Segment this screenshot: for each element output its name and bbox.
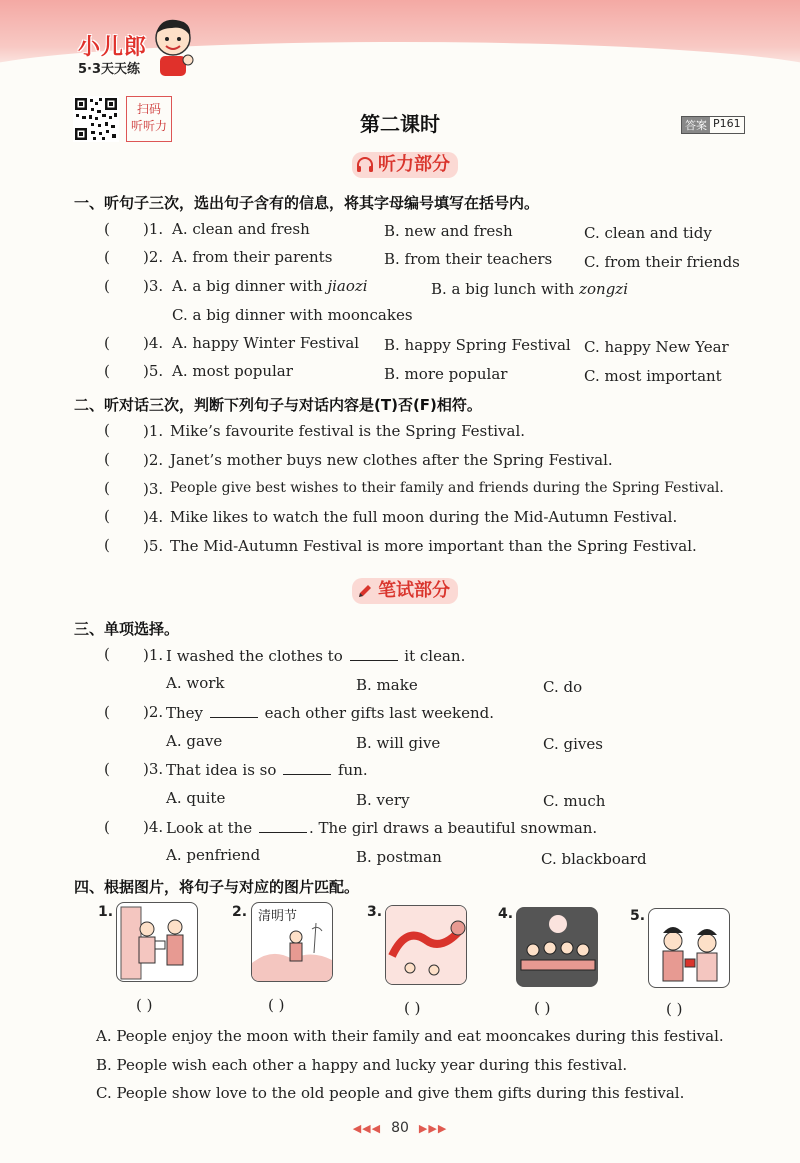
- answer-paren[interactable]: (: [104, 450, 110, 468]
- option-b: B. will give: [356, 734, 441, 752]
- picture-3-dragon-dance: [385, 905, 467, 985]
- answer-paren[interactable]: (: [104, 362, 110, 380]
- answer-paren[interactable]: (: [104, 479, 110, 497]
- qr-label-line1: 扫码: [136, 102, 161, 116]
- option-c: C. a big dinner with mooncakes: [172, 306, 413, 324]
- question-text: [166, 703, 494, 722]
- item-number: )5.: [143, 537, 164, 555]
- option-c: C. do: [543, 678, 583, 696]
- option-c: C. happy New Year: [584, 338, 729, 356]
- option-a-italic: jiaozi: [327, 277, 368, 295]
- item-number: )5.: [143, 362, 164, 380]
- section-1-heading: 一、听句子三次，选出句子含有的信息，将其字母编号填写在括号内。: [74, 194, 540, 212]
- question-text: [166, 760, 368, 779]
- answer-paren[interactable]: (: [104, 334, 110, 352]
- item-number: )2.: [143, 703, 164, 721]
- qingming-scene-icon: [252, 903, 333, 982]
- item-number: )2.: [143, 248, 164, 266]
- dragon-dance-icon: [386, 906, 467, 985]
- next-arrows-icon: ▶▶▶: [418, 1122, 448, 1135]
- option-b: B. postman: [356, 848, 442, 866]
- option-b-italic: zongzi: [579, 280, 628, 298]
- answer-reference: [681, 116, 745, 134]
- writing-heading: [352, 578, 458, 604]
- qr-label-line2: 听听力: [130, 119, 167, 133]
- picture-4-mid-autumn: [516, 907, 598, 987]
- statement-text: The Mid-Autumn Festival is more important than the Spring Festival.: [170, 537, 697, 555]
- answer-paren[interactable]: (: [104, 248, 110, 266]
- item-number: )1.: [143, 422, 164, 440]
- item-number: )4.: [143, 818, 164, 836]
- option-b: B. make: [356, 676, 418, 694]
- picture-2-qingming: [251, 902, 333, 982]
- question-text: [166, 646, 465, 665]
- picture-number: 4.: [498, 906, 514, 922]
- question-pre: I washed the clothes to: [166, 647, 343, 665]
- item-number: )3.: [143, 277, 164, 295]
- answer-label: 答案: [682, 117, 710, 133]
- option-b-text: B. a big lunch with: [431, 280, 580, 298]
- item-number: )4.: [143, 508, 164, 526]
- page-footer: [0, 1120, 800, 1136]
- option-a: A. work: [166, 674, 225, 692]
- match-sentence-c: C. People show love to the old people and give them gifts during this festival.: [96, 1084, 685, 1102]
- writing-heading-text: 笔试部分: [378, 580, 450, 601]
- match-answer-paren[interactable]: ( ): [666, 1000, 683, 1018]
- question-post: . The girl draws a beautiful snowman.: [308, 819, 598, 837]
- option-a: A. penfriend: [166, 846, 261, 864]
- option-a: A. gave: [166, 732, 223, 750]
- answer-paren[interactable]: (: [104, 421, 110, 439]
- answer-paren[interactable]: (: [104, 760, 110, 778]
- picture-number: 3.: [367, 904, 383, 920]
- statement-text: People give best wishes to their family and friends during the Spring Festival.: [170, 480, 724, 496]
- listening-heading-text: 听力部分: [378, 154, 450, 175]
- answer-paren[interactable]: (: [104, 220, 110, 238]
- family-visit-icon: [117, 903, 198, 982]
- item-number: )1.: [143, 220, 164, 238]
- item-number: )1.: [143, 646, 164, 664]
- question-post: each other gifts last weekend.: [264, 704, 495, 722]
- picture-number: 2.: [232, 904, 248, 920]
- option-a-text: A. a big dinner with: [172, 277, 328, 295]
- match-sentence-a: A. People enjoy the moon with their family and eat mooncakes during this festival.: [96, 1027, 724, 1045]
- answer-paren[interactable]: (: [104, 536, 110, 554]
- option-b: B. very: [356, 791, 410, 809]
- option-c: C. from their friends: [584, 253, 740, 271]
- option-b: B. new and fresh: [384, 222, 513, 240]
- section-3-heading: 三、单项选择。: [74, 620, 180, 638]
- picture-number: 1.: [98, 904, 114, 920]
- picture-5-new-year: [648, 908, 730, 988]
- statement-text: Mike’s favourite festival is the Spring Festival.: [170, 422, 526, 440]
- listening-heading: [352, 152, 458, 178]
- option-a: [172, 277, 368, 295]
- answer-paren[interactable]: (: [104, 818, 110, 836]
- pencil-icon: [356, 582, 374, 600]
- headphones-icon: [356, 156, 374, 174]
- statement-text: Mike likes to watch the full moon during the Mid-Autumn Festival.: [170, 508, 678, 526]
- item-number: )4.: [143, 334, 164, 352]
- match-answer-paren[interactable]: ( ): [136, 996, 153, 1014]
- question-text: [166, 818, 597, 837]
- question-pre: Look at the: [166, 819, 253, 837]
- match-sentence-b: B. People wish each other a happy and lucky year during this festival.: [96, 1056, 628, 1074]
- match-answer-paren[interactable]: ( ): [404, 999, 421, 1017]
- option-b: B. from their teachers: [384, 250, 553, 268]
- option-c: C. clean and tidy: [584, 224, 712, 242]
- statement-text: Janet’s mother buys new clothes after the Spring Festival.: [170, 451, 613, 469]
- match-answer-paren[interactable]: ( ): [268, 996, 285, 1014]
- option-c: C. blackboard: [541, 850, 647, 868]
- fill-blank[interactable]: [283, 760, 331, 775]
- prev-arrows-icon: ◀◀◀: [352, 1122, 382, 1135]
- option-a: A. clean and fresh: [172, 220, 310, 238]
- answer-paren[interactable]: (: [104, 645, 110, 663]
- item-number: )3.: [143, 760, 164, 778]
- option-a: A. most popular: [172, 362, 293, 380]
- option-b: [431, 280, 628, 298]
- match-answer-paren[interactable]: ( ): [534, 999, 551, 1017]
- picture-1-elderly-gift: [116, 902, 198, 982]
- page-number: 80: [391, 1120, 409, 1136]
- question-post: fun.: [337, 761, 368, 779]
- option-b: B. happy Spring Festival: [384, 336, 571, 354]
- fill-blank[interactable]: [259, 818, 307, 833]
- answer-paren[interactable]: (: [104, 277, 110, 295]
- option-a: A. from their parents: [172, 248, 333, 266]
- section-4-heading: 四、根据图片，将句子与对应的图片匹配。: [74, 878, 360, 896]
- fill-blank[interactable]: [210, 703, 258, 718]
- option-c: C. much: [543, 792, 606, 810]
- series-label: 5·3天天练: [78, 62, 141, 77]
- mascot-boy-icon: [148, 16, 198, 78]
- picture-caption: 清明节: [258, 909, 298, 924]
- option-a: A. happy Winter Festival: [172, 334, 360, 352]
- section-2-heading: 二、听对话三次，判断下列句子与对话内容是(T)否(F)相符。: [74, 396, 482, 414]
- brand-logo: 小儿郎: [78, 35, 148, 60]
- greeting-friends-icon: [649, 909, 730, 988]
- answer-paren[interactable]: (: [104, 703, 110, 721]
- fill-blank[interactable]: [350, 646, 398, 661]
- option-c: C. gives: [543, 735, 603, 753]
- page-title: 第二课时: [360, 112, 440, 136]
- option-c: C. most important: [584, 367, 722, 385]
- question-post: it clean.: [404, 647, 466, 665]
- item-number: )2.: [143, 451, 164, 469]
- question-pre: They: [166, 704, 204, 722]
- question-pre: That idea is so: [166, 761, 277, 779]
- item-number: )3.: [143, 480, 164, 498]
- option-b: B. more popular: [384, 365, 508, 383]
- option-a: A. quite: [166, 789, 226, 807]
- picture-number: 5.: [630, 908, 646, 924]
- answer-page: P161: [713, 117, 741, 130]
- moon-family-icon: [517, 908, 598, 987]
- answer-paren[interactable]: (: [104, 507, 110, 525]
